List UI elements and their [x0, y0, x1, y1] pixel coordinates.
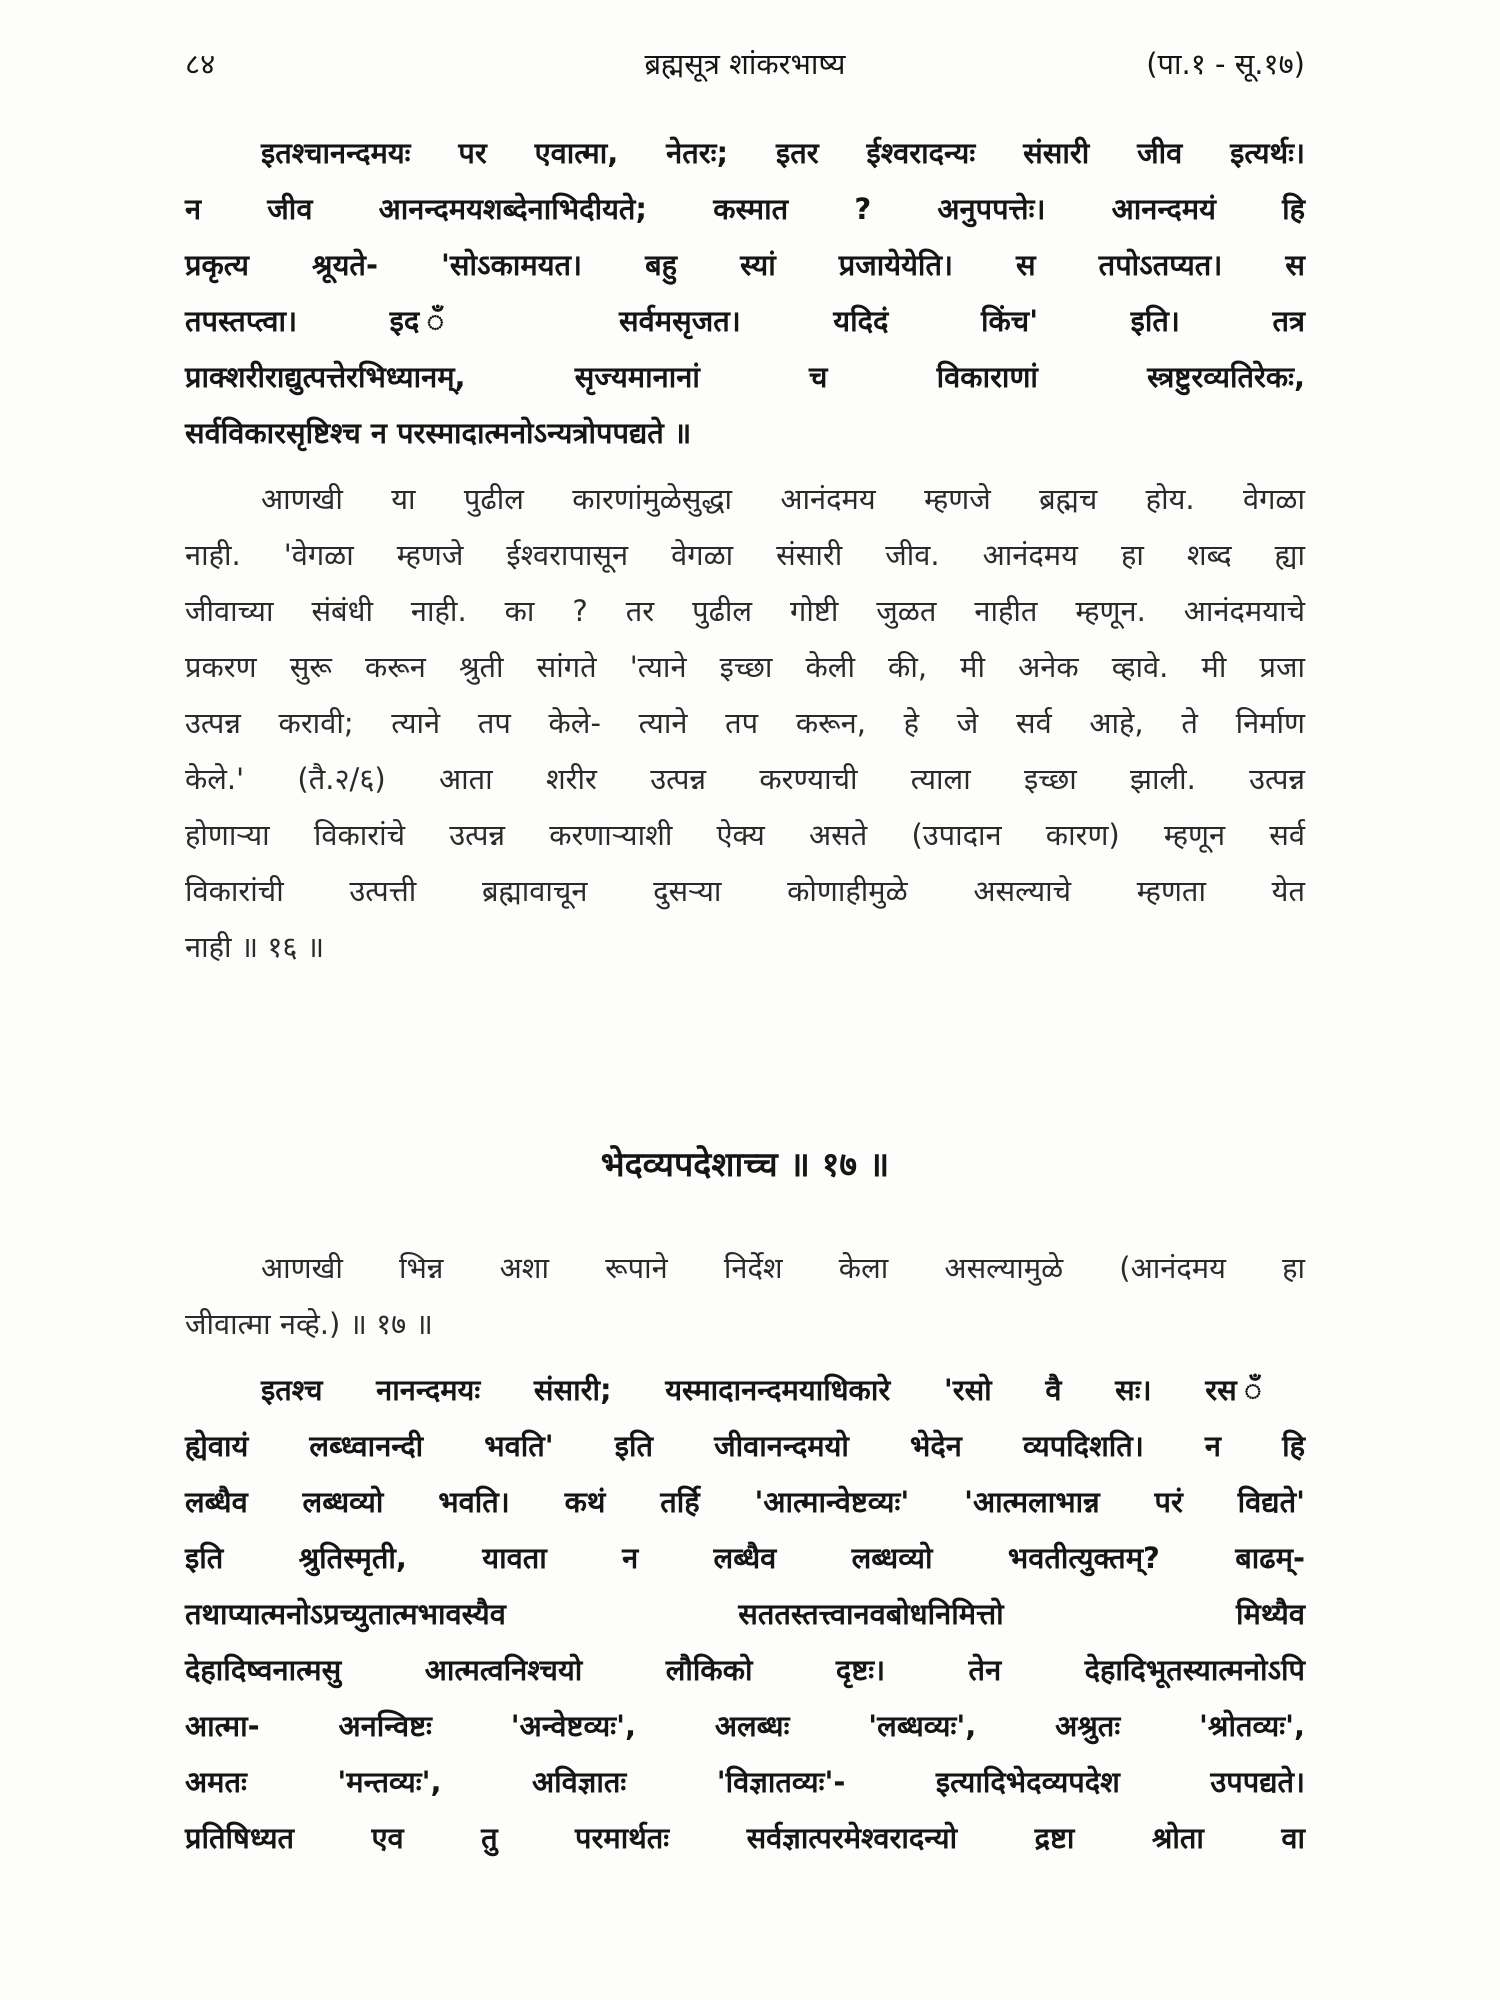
text-line: केले.' (तै.२/६) आता शरीर उत्पन्न करण्याची त्याला इच्छा झाली. उत्पन्न [185, 762, 1305, 796]
text-line: आणखी भिन्न अशा रूपाने निर्देश केला असल्यामुळे (आनंदमय हा [261, 1251, 1305, 1285]
text-line: तपस्तप्त्वा। इद ँ सर्वमसृजत। यदिदं किंच' इति। तत्र [185, 304, 1305, 338]
marathi-translation-16 [185, 471, 1305, 975]
text-line: लब्धैव लब्धव्यो भवति। कथं तर्हि 'आत्मान्वेष्टव्यः' 'आत्मलाभान्न परं विद्यते' [185, 1485, 1305, 1519]
text-line: विकारांची उत्पत्ती ब्रह्मावाचून दुसऱ्या कोणाहीमुळे असल्याचे म्हणता येत [185, 874, 1305, 908]
page-header [185, 38, 1305, 98]
page-body [185, 125, 1305, 975]
text-line: न जीव आनन्दमयशब्देनाभिदीयते; कस्मात ? अनुपपत्तेः। आनन्दमयं हि [185, 192, 1305, 226]
text-line: इतश्च नानन्दमयः संसारी; यस्मादानन्दमयाधिकारे 'रसो वै सः। रस ँ [261, 1373, 1305, 1407]
text-line: तथाप्यात्मनोऽप्रच्युतात्मभावस्यैव सततस्तत्त्वानवबोधनिमित्तो मिथ्यैव [185, 1597, 1305, 1631]
text-line: प्रकृत्य श्रूयते- 'सोऽकामयत। बहु स्यां प्रजायेयेति। स तपोऽतप्यत। स [185, 248, 1305, 282]
text-line: आणखी या पुढील कारणांमुळेसुद्धा आनंदमय म्हणजे ब्रह्मच होय. वेगळा [261, 482, 1305, 516]
sanskrit-commentary-17 [185, 1362, 1305, 1866]
page-body-lower [185, 1240, 1305, 1866]
text-line: आत्मा- अनन्विष्टः 'अन्वेष्टव्यः', अलब्धः 'लब्धव्यः', अश्रुतः 'श्रोतव्यः', [185, 1709, 1305, 1743]
text-line: ह्येवायं लब्ध्वानन्दी भवति' इति जीवानन्दमयो भेदेन व्यपदिशति। न हि [185, 1429, 1305, 1463]
marathi-translation-17 [185, 1240, 1305, 1352]
text-line: इतश्चानन्दमयः पर एवात्मा, नेतरः; इतर ईश्वरादन्यः संसारी जीव इत्यर्थः। [261, 136, 1305, 170]
sutra-heading: भेदव्यपदेशाच्च ॥ १७ ॥ [600, 1145, 890, 1185]
text-line: प्राक्शरीराद्युत्पत्तेरभिध्यानम्, सृज्यमानानां च विकाराणां स्त्रष्टुरव्यतिरेकः, [185, 360, 1305, 394]
text-line: जीवात्मा नव्हे.) ॥ १७ ॥ [185, 1307, 433, 1341]
page-number: ८४ [185, 47, 216, 81]
text-line: इति श्रुतिस्मृती, यावता न लब्धैव लब्धव्यो भवतीत्युक्तम्? बाढम्- [185, 1541, 1305, 1575]
text-line: सर्वविकारसृष्टिश्च न परस्मादात्मनोऽन्यत्रोपपद्यते ॥ [185, 416, 692, 450]
sanskrit-commentary-16 [185, 125, 1305, 461]
text-line: होणाऱ्या विकारांचे उत्पन्न करणाऱ्याशी ऐक्य असते (उपादान कारण) म्हणून सर्व [185, 818, 1305, 852]
text-line: प्रतिषिध्यत एव तु परमार्थतः सर्वज्ञात्परमेश्वरादन्यो द्रष्टा श्रोता वा [185, 1821, 1305, 1855]
text-line: उत्पन्न करावी; त्याने तप केले- त्याने तप करून, हे जे सर्व आहे, ते निर्माण [185, 706, 1305, 740]
text-line: नाही ॥ १६ ॥ [185, 930, 325, 964]
text-line: अमतः 'मन्तव्यः', अविज्ञातः 'विज्ञातव्यः'- इत्यादिभेदव्यपदेश उपपद्यते। [185, 1765, 1305, 1799]
sutra-reference: (पा.१ - सू.१७) [1146, 47, 1305, 81]
text-line: प्रकरण सुरू करून श्रुती सांगते 'त्याने इच्छा केली की, मी अनेक व्हावे. मी प्रजा [185, 650, 1305, 684]
text-line: नाही. 'वेगळा म्हणजे ईश्वरापासून वेगळा संसारी जीव. आनंदमय हा शब्द ह्या [185, 538, 1305, 572]
text-line: देहादिष्वनात्मसु आत्मत्वनिश्चयो लौकिको दृष्टः। तेन देहादिभूतस्यात्मनोऽपि [185, 1653, 1305, 1687]
text-line: जीवाच्या संबंधी नाही. का ? तर पुढील गोष्टी जुळत नाहीत म्हणून. आनंदमयाचे [185, 594, 1305, 628]
page-title: ब्रह्मसूत्र शांकरभाष्य [644, 47, 846, 81]
